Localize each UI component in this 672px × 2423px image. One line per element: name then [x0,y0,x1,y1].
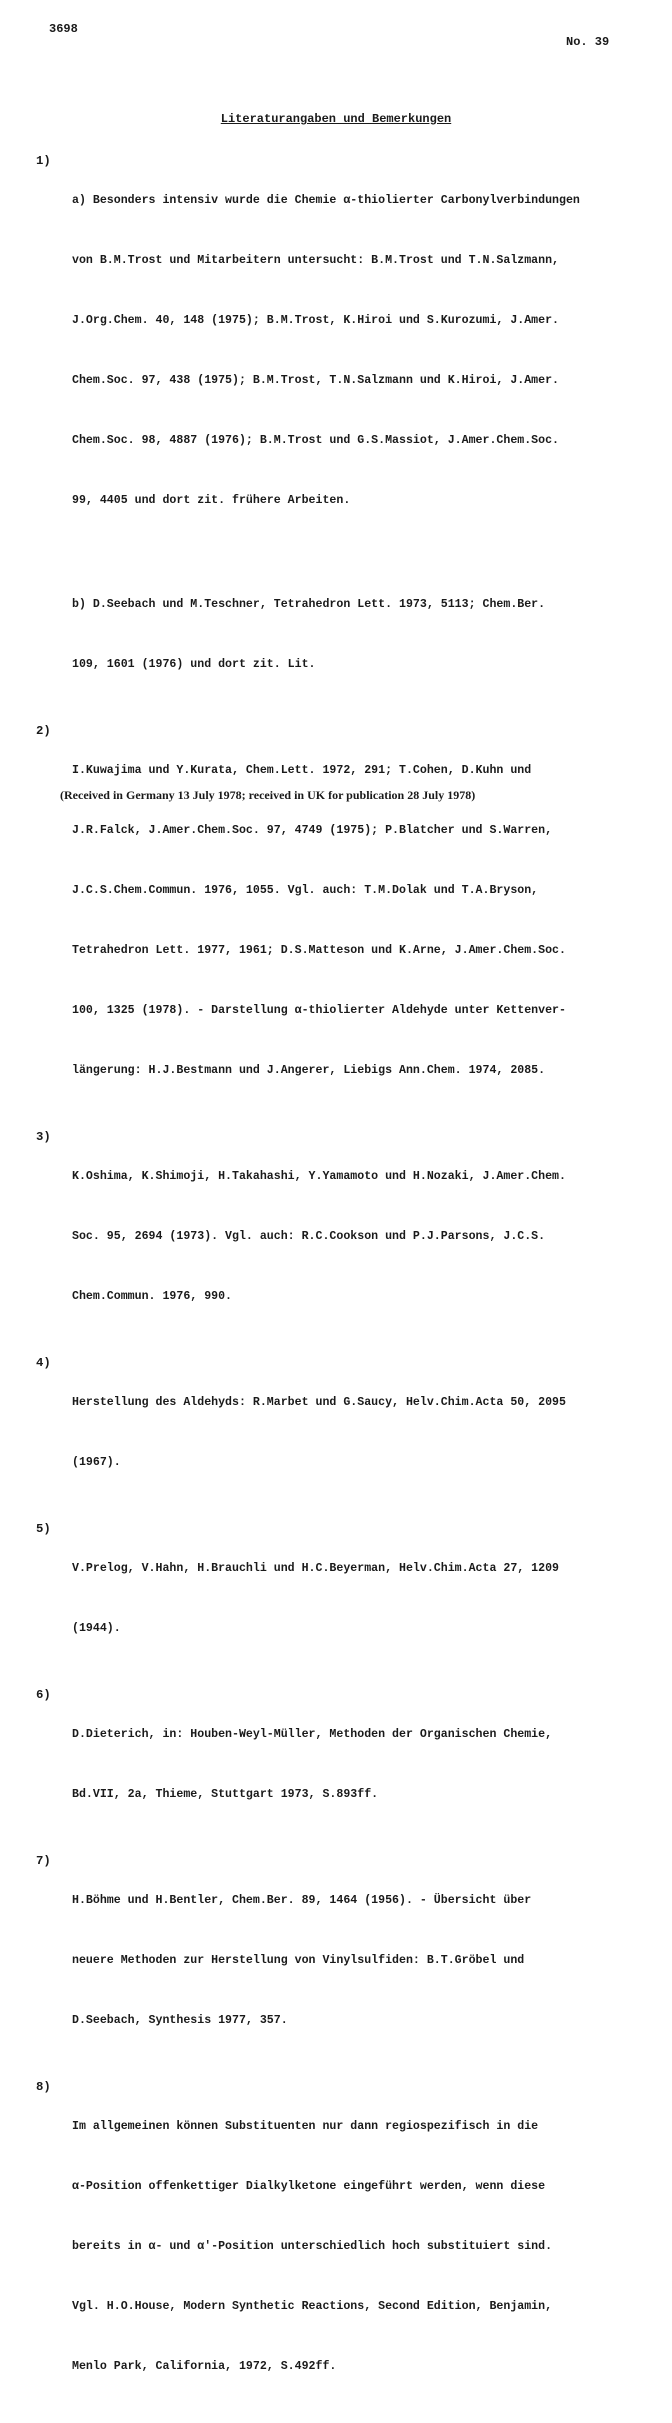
reference-line: b) D.Seebach und M.Teschner, Tetrahedron Lett. 1973, 5113; Chem.Ber. [72,598,546,611]
reference-body [72,1851,636,2071]
reference-line: D.Dieterich, in: Houben-Weyl-Müller, Methoden der Organischen Chemie, [72,1728,553,1741]
reference-number: 5) [36,1522,51,1536]
reference-paragraph [72,1127,636,1347]
reference-body [72,1519,636,1679]
reference-body [72,2077,636,2417]
reference-line: J.C.S.Chem.Commun. 1976, 1055. Vgl. auch: T.M.Dolak und T.A.Bryson, [72,884,539,897]
reference-list [36,151,636,2423]
reference-item [36,1127,636,1347]
reference-line: Im allgemeinen können Substituenten nur dann regiospezifisch in die [72,2120,539,2133]
reference-line: H.Böhme und H.Bentler, Chem.Ber. 89, 1464 (1956). - Übersicht über [72,1894,532,1907]
reference-line: Bd.VII, 2a, Thieme, Stuttgart 1973, S.893ff. [72,1788,379,1801]
reference-body [72,721,636,1121]
page-number: 3698 [49,22,78,36]
reference-line: neuere Methoden zur Herstellung von Vinylsulfiden: B.T.Gröbel und [72,1954,525,1967]
reference-body [72,1127,636,1347]
reference-line: α-Position offenkettiger Dialkylketone eingeführt werden, wenn diese [72,2180,546,2193]
reference-paragraph [72,555,636,715]
reference-number: 2) [36,724,51,738]
reference-line: Menlo Park, California, 1972, S.492ff. [72,2360,337,2373]
reference-line: D.Seebach, Synthesis 1977, 357. [72,2014,288,2027]
reference-line: Chem.Commun. 1976, 990. [72,1290,233,1303]
journal-issue-number: No. 39 [566,35,610,49]
reference-line: Vgl. H.O.House, Modern Synthetic Reactions, Second Edition, Benjamin, [72,2300,553,2313]
reference-body [72,151,636,715]
reference-number: 3) [36,1130,51,1144]
reference-line: längerung: H.J.Bestmann und J.Angerer, Liebigs Ann.Chem. 1974, 2085. [72,1064,546,1077]
reference-line: Herstellung des Aldehyds: R.Marbet und G.Saucy, Helv.Chim.Acta 50, 2095 [72,1396,566,1409]
reference-body [72,1685,636,1845]
reference-paragraph [72,1353,636,1513]
reference-line: Chem.Soc. 97, 438 (1975); B.M.Trost, T.N.Salzmann und K.Hiroi, J.Amer. [72,374,560,387]
reference-line: (1944). [72,1622,121,1635]
reference-paragraph [72,1685,636,1845]
reference-line: 99, 4405 und dort zit. frühere Arbeiten. [72,494,351,507]
reference-number: 4) [36,1356,51,1370]
reference-line: bereits in α- und α'-Position unterschiedlich hoch substituiert sind. [72,2240,553,2253]
section-title: Literaturangaben und Bemerkungen [220,112,452,126]
reference-paragraph [72,151,636,551]
reference-line: Soc. 95, 2694 (1973). Vgl. auch: R.C.Cookson und P.J.Parsons, J.C.S. [72,1230,546,1243]
reference-line: 109, 1601 (1976) und dort zit. Lit. [72,658,316,671]
reference-line: (1967). [72,1456,121,1469]
reference-line: Tetrahedron Lett. 1977, 1961; D.S.Matteson und K.Arne, J.Amer.Chem.Soc. [72,944,566,957]
reference-number: 7) [36,1854,51,1868]
reference-item [36,2077,636,2417]
reference-paragraph [72,721,636,1121]
reference-item [36,721,636,1121]
reference-line: K.Oshima, K.Shimoji, H.Takahashi, Y.Yamamoto und H.Nozaki, J.Amer.Chem. [72,1170,566,1183]
reference-number: 1) [36,154,51,168]
reference-line: Chem.Soc. 98, 4887 (1976); B.M.Trost und G.S.Massiot, J.Amer.Chem.Soc. [72,434,560,447]
reference-line: von B.M.Trost und Mitarbeitern untersucht: B.M.Trost und T.N.Salzmann, [72,254,560,267]
reference-line: V.Prelog, V.Hahn, H.Brauchli und H.C.Beyerman, Helv.Chim.Acta 27, 1209 [72,1562,560,1575]
reference-paragraph [72,1519,636,1679]
reference-item [36,1685,636,1845]
reference-item [36,1851,636,2071]
received-date-note: (Received in Germany 13 July 1978; received in UK for publication 28 July 1978) [60,788,476,802]
reference-paragraph [72,2077,636,2417]
reference-number: 8) [36,2080,51,2094]
reference-item [36,1519,636,1679]
reference-line: a) Besonders intensiv wurde die Chemie α-thiolierter Carbonylverbindungen [72,194,580,207]
reference-line: J.Org.Chem. 40, 148 (1975); B.M.Trost, K.Hiroi und S.Kurozumi, J.Amer. [72,314,560,327]
reference-body [72,1353,636,1513]
reference-line: J.R.Falck, J.Amer.Chem.Soc. 97, 4749 (1975); P.Blatcher und S.Warren, [72,824,553,837]
reference-line: I.Kuwajima und Y.Kurata, Chem.Lett. 1972, 291; T.Cohen, D.Kuhn und [72,764,532,777]
reference-item [36,1353,636,1513]
reference-line: 100, 1325 (1978). - Darstellung α-thiolierter Aldehyde unter Kettenver- [72,1004,566,1017]
reference-number: 6) [36,1688,51,1702]
reference-item [36,151,636,715]
reference-paragraph [72,1851,636,2071]
